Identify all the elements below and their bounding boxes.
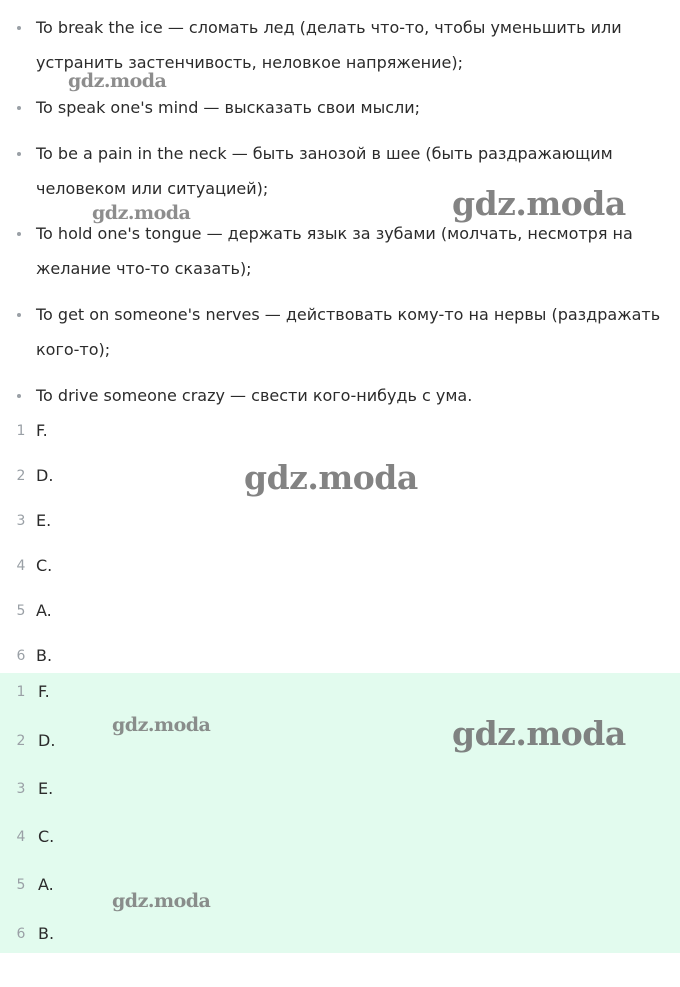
bullet-dot-icon <box>17 26 21 30</box>
watermark: gdz.moda <box>244 458 418 497</box>
item-number: 4 <box>16 558 26 574</box>
item-answer: F. <box>38 682 50 701</box>
list-item <box>0 641 680 671</box>
item-answer: F. <box>36 421 48 440</box>
list-item <box>0 919 680 949</box>
list-item <box>0 774 680 804</box>
item-number: 4 <box>16 829 26 845</box>
item-number: 2 <box>16 733 26 749</box>
item-number: 3 <box>16 781 26 797</box>
list-item <box>0 822 680 852</box>
watermark: gdz.moda <box>112 714 211 736</box>
item-number: 6 <box>16 926 26 942</box>
item-answer: C. <box>36 556 53 575</box>
bullet-dot-icon <box>17 232 21 236</box>
item-answer: E. <box>36 511 52 530</box>
list-item-text: To be a pain in the neck — быть занозой в шее (быть раздражающим человеком или ситуацией); <box>36 144 613 198</box>
watermark: gdz.moda <box>68 70 167 92</box>
bullet-dot-icon <box>17 152 21 156</box>
list-item <box>0 506 680 536</box>
item-number: 5 <box>16 603 26 619</box>
watermark: gdz.moda <box>452 184 626 223</box>
item-answer: B. <box>38 924 55 943</box>
list-item <box>0 416 680 446</box>
list-item <box>0 677 680 707</box>
item-number: 1 <box>16 684 26 700</box>
item-number: 1 <box>16 423 26 439</box>
list-item <box>0 551 680 581</box>
list-item-text: To get on someone's nerves — действовать кому-то на нервы (раздражать кого-то); <box>36 305 661 359</box>
item-answer: D. <box>36 466 54 485</box>
item-answer: D. <box>38 731 56 750</box>
watermark: gdz.moda <box>452 714 626 753</box>
bullet-dot-icon <box>17 313 21 317</box>
item-answer: B. <box>36 646 53 665</box>
bullet-dot-icon <box>17 394 21 398</box>
item-answer: A. <box>36 601 52 620</box>
list-item-text: To speak one's mind — высказать свои мысли; <box>36 98 421 117</box>
item-number: 3 <box>16 513 26 529</box>
list-item-text: To hold one's tongue — держать язык за зубами (молчать, несмотря на желание что-то сказать); <box>36 224 633 278</box>
list-item <box>0 596 680 626</box>
item-answer: A. <box>38 875 54 894</box>
item-answer: E. <box>38 779 54 798</box>
bullet-dot-icon <box>17 106 21 110</box>
list-item-text: To break the ice — сломать лед (делать что-то, чтобы уменьшить или устранить застенчивость, неловкое напряжение); <box>36 18 622 72</box>
item-number: 2 <box>16 468 26 484</box>
item-number: 6 <box>16 648 26 664</box>
list-item <box>0 870 680 900</box>
item-answer: C. <box>38 827 55 846</box>
list-item-text: To drive someone crazy — свести кого-нибудь с ума. <box>36 386 473 405</box>
item-number: 5 <box>16 877 26 893</box>
watermark: gdz.moda <box>92 202 191 224</box>
watermark: gdz.moda <box>112 890 211 912</box>
